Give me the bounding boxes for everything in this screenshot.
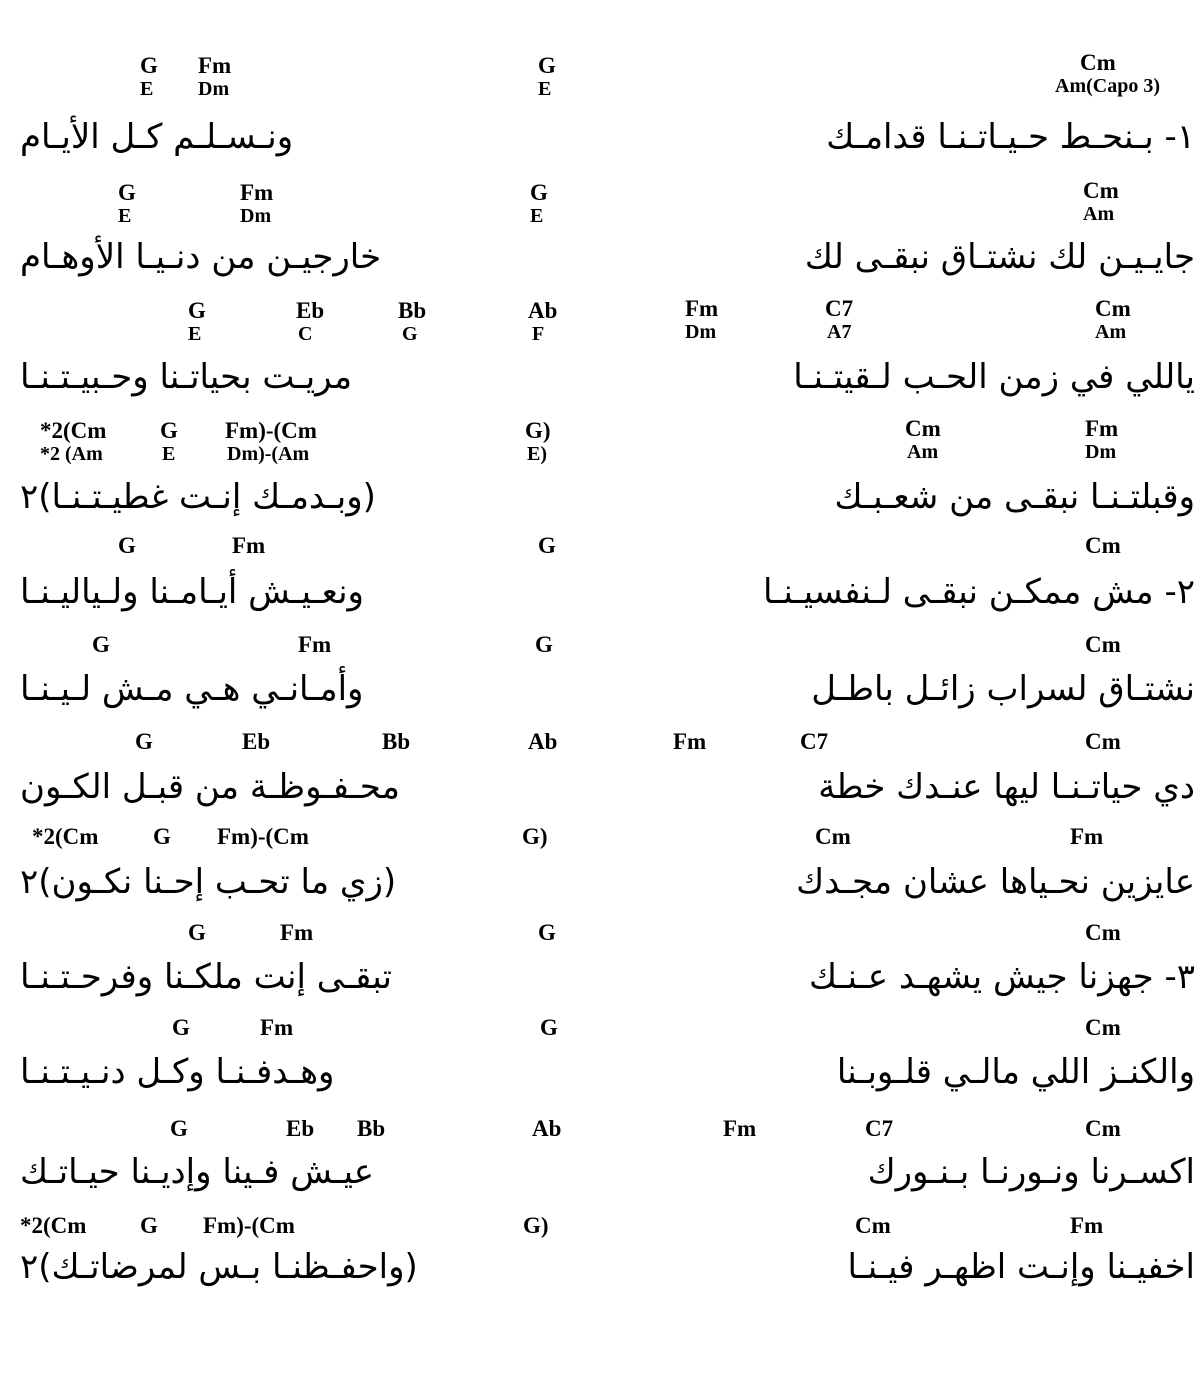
left-line-5-chord: Fm (232, 533, 266, 558)
left-line-12-chord: G (140, 1213, 158, 1238)
left-line-3-chord: F (532, 323, 545, 345)
left-lyric-line-4: (وبـدمـك إنـت غطيـتـنـا)٢ (20, 477, 376, 517)
left-line-1-chord: Fm (198, 53, 232, 78)
right-line-12-chord: Cm (855, 1213, 891, 1238)
left-line-2-chord: G (118, 180, 136, 205)
right-line-4-chord: Dm (1085, 441, 1117, 463)
right-line-3-chord: Cm (1095, 296, 1131, 321)
left-line-9-chord: G (188, 920, 206, 945)
right-line-4-chord: Am (907, 441, 939, 463)
left-line-3-chord: Bb (398, 298, 427, 323)
right-lyric-line-9: ٣- جهزنا جيش يشهـد عـنـك (808, 957, 1195, 997)
right-lyric-line-8: عايزين نحـياها عشان مجـدك (796, 862, 1195, 902)
left-line-3-chord: G (402, 323, 418, 345)
right-line-3-chord: Fm (685, 296, 719, 321)
left-line-3-chord: Eb (296, 298, 325, 323)
right-lyric-line-11: اكسـرنا ونـورنـا بـنـورك (867, 1152, 1195, 1192)
left-line-7-chord: Eb (242, 729, 271, 754)
left-line-4-chord: G) (525, 418, 551, 443)
right-line-7-chord: C7 (800, 729, 829, 754)
left-line-2-chord: G (530, 180, 548, 205)
right-line-1-chord: Cm (1080, 50, 1116, 75)
left-line-4-chord: *2(Cm (40, 418, 107, 443)
right-line-8-chord: Fm (1070, 824, 1104, 849)
left-line-4-chord: G (160, 418, 178, 443)
right-lyric-line-1: ١- بـنحـط حـيـاتـنـا قدامـك (826, 117, 1195, 157)
left-line-12-chord: *2(Cm (20, 1213, 87, 1238)
left-lyric-line-11: عيـش فـينا وإديـنا حيـاتـك (20, 1152, 375, 1192)
left-line-5-chord: G (118, 533, 136, 558)
left-lyric-line-10: وهـدفـنـا وكـل دنـيـتـنـا (20, 1052, 335, 1092)
right-line-1-chord: Am(Capo 3) (1055, 75, 1160, 97)
left-line-1-chord: E (538, 78, 552, 100)
left-column (20, 0, 600, 1300)
left-lyric-line-1: ونـسـلـم كـل الأيـام (20, 117, 294, 157)
left-line-9-chord: G (538, 920, 556, 945)
left-line-11-chord: Ab (532, 1116, 562, 1141)
right-line-4-chord: Cm (905, 416, 941, 441)
right-lyric-line-10: والكنـز اللي مالـي قلـوبـنا (836, 1052, 1195, 1092)
left-line-7-chord: Bb (382, 729, 411, 754)
left-line-6-chord: Fm (298, 632, 332, 657)
right-line-11-chord: Fm (723, 1116, 757, 1141)
right-lyric-line-3: ياللي في زمن الحـب لـقيتـنـا (793, 357, 1195, 397)
left-line-10-chord: G (172, 1015, 190, 1040)
left-line-3-chord: Ab (528, 298, 558, 323)
left-line-1-chord: G (140, 53, 158, 78)
right-lyric-line-6: نشتـاق لسراب زائـل باطـل (811, 669, 1195, 709)
left-line-10-chord: G (540, 1015, 558, 1040)
left-lyric-line-9: تبقـى إنت ملكـنا وفرحـتـنـا (20, 957, 392, 997)
left-line-12-chord: Fm)-(Cm (203, 1213, 295, 1238)
left-line-7-chord: G (135, 729, 153, 754)
left-line-1-chord: Dm (198, 78, 230, 100)
left-line-2-chord: Fm (240, 180, 274, 205)
right-line-11-chord: Cm (1085, 1116, 1121, 1141)
left-line-8-chord: *2(Cm (32, 824, 99, 849)
left-line-2-chord: Dm (240, 205, 272, 227)
left-lyric-line-12: (واحفـظنـا بـس لمرضاتـك)٢ (20, 1247, 418, 1287)
right-line-3-chord: Am (1095, 321, 1127, 343)
right-line-12-chord: Fm (1070, 1213, 1104, 1238)
right-line-3-chord: C7 (825, 296, 854, 321)
right-line-2-chord: Cm (1083, 178, 1119, 203)
right-line-3-chord: A7 (827, 321, 852, 343)
left-line-8-chord: G) (522, 824, 548, 849)
right-lyric-line-2: جايـيـن لك نشتـاق نبقـى لك (804, 237, 1195, 277)
left-line-4-chord: Fm)-(Cm (225, 418, 317, 443)
right-lyric-line-7: دي حياتـنـا ليها عنـدك خطة (818, 767, 1195, 807)
left-line-4-chord: *2 (Am (40, 443, 103, 465)
right-line-3-chord: Dm (685, 321, 717, 343)
right-lyric-line-12: اخفيـنا وإنـت اظهـر فيـنـا (847, 1247, 1195, 1287)
left-line-10-chord: Fm (260, 1015, 294, 1040)
left-line-3-chord: C (298, 323, 313, 345)
right-line-2-chord: Am (1083, 203, 1115, 225)
left-lyric-line-3: مريـت بحياتـنا وحـبيـتـنـا (20, 357, 353, 397)
left-line-1-chord: E (140, 78, 154, 100)
right-line-10-chord: Cm (1085, 1015, 1121, 1040)
right-lyric-line-4: وقبلتـنـا نبقـى من شعـبـك (834, 477, 1195, 517)
left-lyric-line-7: محـفـوظـة من قبـل الكـون (20, 767, 400, 807)
left-line-8-chord: G (153, 824, 171, 849)
left-line-4-chord: Dm)-(Am (227, 443, 310, 465)
left-line-4-chord: E (162, 443, 176, 465)
right-line-5-chord: Cm (1085, 533, 1121, 558)
left-line-9-chord: Fm (280, 920, 314, 945)
left-line-1-chord: G (538, 53, 556, 78)
left-line-3-chord: E (188, 323, 202, 345)
left-lyric-line-8: (زي ما تحـب إحـنا نكـون)٢ (20, 862, 397, 902)
left-line-11-chord: Bb (357, 1116, 386, 1141)
left-line-2-chord: E (530, 205, 544, 227)
left-line-4-chord: E) (527, 443, 547, 465)
right-line-6-chord: Cm (1085, 632, 1121, 657)
left-lyric-line-6: وأمـانـي هـي مـش لـيـنـا (20, 669, 364, 709)
right-line-7-chord: Fm (673, 729, 707, 754)
left-line-7-chord: Ab (528, 729, 558, 754)
left-line-3-chord: G (188, 298, 206, 323)
right-column (615, 0, 1195, 1300)
right-line-7-chord: Cm (1085, 729, 1121, 754)
left-line-6-chord: G (535, 632, 553, 657)
right-line-4-chord: Fm (1085, 416, 1119, 441)
right-line-9-chord: Cm (1085, 920, 1121, 945)
left-line-11-chord: G (170, 1116, 188, 1141)
left-lyric-line-2: خارجيـن من دنـيـا الأوهـام (20, 237, 382, 277)
left-line-12-chord: G) (523, 1213, 549, 1238)
right-line-8-chord: Cm (815, 824, 851, 849)
right-lyric-line-5: ٢- مش ممكـن نبقـى لـنفسيـنـا (763, 572, 1195, 612)
right-line-11-chord: C7 (865, 1116, 894, 1141)
left-line-6-chord: G (92, 632, 110, 657)
left-line-8-chord: Fm)-(Cm (217, 824, 309, 849)
left-lyric-line-5: ونعـيـش أيـامـنا ولـياليـنـا (20, 572, 364, 612)
left-line-11-chord: Eb (286, 1116, 315, 1141)
left-line-2-chord: E (118, 205, 132, 227)
left-line-5-chord: G (538, 533, 556, 558)
